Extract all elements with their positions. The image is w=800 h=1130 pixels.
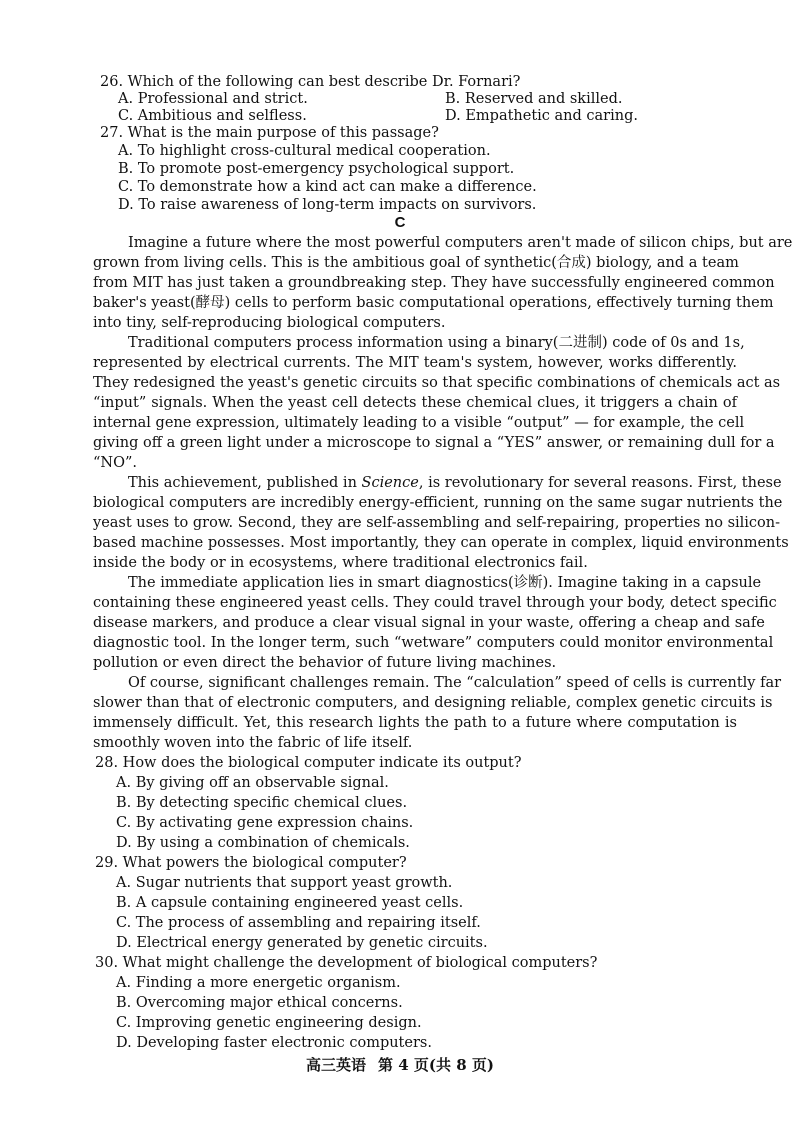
passage-line: from MIT has just taken a groundbreaking step. They have successfully engineered common — [93, 275, 775, 291]
passage-line: Of course, significant challenges remain. The “calculation” speed of cells is currently far — [128, 675, 782, 691]
passage-line: represented by electrical currents. The MIT team's system, however, works differently. — [93, 355, 737, 371]
passage-line: smoothly woven into the fabric of life itself. — [93, 735, 413, 751]
passage-line: baker's yeast(酵母) cells to perform basic computational operations, effectively turning them — [93, 295, 774, 311]
passage-line: based machine possesses. Most importantly, they can operate in complex, liquid environments — [93, 535, 789, 551]
question-28: 28. How does the biological computer indicate its output? — [95, 755, 522, 771]
q27-option-a: A. To highlight cross-cultural medical cooperation. — [118, 143, 491, 159]
q26-option-b: B. Reserved and skilled. — [445, 91, 623, 107]
q27-option-d: D. To raise awareness of long-term impacts on survivors. — [118, 197, 537, 213]
q27-option-c: C. To demonstrate how a kind act can make a difference. — [118, 179, 537, 195]
q29-option-d: D. Electrical energy generated by genetic circuits. — [116, 935, 488, 951]
q30-option-d: D. Developing faster electronic computers. — [116, 1035, 432, 1051]
passage-line: disease markers, and produce a clear visual signal in your waste, offering a cheap and safe — [93, 615, 765, 631]
passage-line: They redesigned the yeast's genetic circuits so that specific combinations of chemicals act as — [93, 375, 781, 391]
footer-subject: 高三英语 — [306, 1056, 367, 1074]
passage-line: Traditional computers process information using a binary(二进制) code of 0s and 1s, — [128, 335, 745, 351]
passage-line: slower than that of electronic computers, and designing reliable, complex genetic circuits is — [93, 695, 773, 711]
q30-option-b: B. Overcoming major ethical concerns. — [116, 995, 403, 1011]
passage-text: , is revolutionary for several reasons. First, these — [418, 475, 782, 491]
passage-line — [128, 473, 782, 493]
passage-text: This achievement, published in — [128, 475, 362, 491]
q26-option-a: A. Professional and strict. — [118, 91, 308, 107]
passage-line: biological computers are incredibly energy-efficient, running on the same sugar nutrients the — [93, 495, 783, 511]
q30-option-a: A. Finding a more energetic organism. — [116, 975, 401, 991]
passage-line: giving off a green light under a microscope to signal a “YES” answer, or remaining dull for a — [93, 435, 775, 451]
footer-page-number: 第 4 页(共 8 页) — [378, 1056, 494, 1074]
page-footer — [306, 1055, 494, 1075]
passage-line: yeast uses to grow. Second, they are self-assembling and self-repairing, properties no silicon- — [93, 515, 781, 531]
passage-line: “input” signals. When the yeast cell detects these chemical clues, it triggers a chain of — [93, 395, 737, 411]
section-heading: C — [394, 214, 406, 231]
passage-line: grown from living cells. This is the ambitious goal of synthetic(合成) biology, and a team — [93, 255, 739, 271]
passage-line: “NO”. — [93, 455, 138, 471]
passage-line: immensely difficult. Yet, this research lights the path to a future where computation is — [93, 715, 737, 731]
q29-option-b: B. A capsule containing engineered yeast cells. — [116, 895, 464, 911]
q26-option-d: D. Empathetic and caring. — [445, 108, 638, 124]
passage-line: pollution or even direct the behavior of future living machines. — [93, 655, 557, 671]
q29-option-c: C. The process of assembling and repairing itself. — [116, 915, 481, 931]
passage-line: Imagine a future where the most powerful computers aren't made of silicon chips, but are — [128, 235, 793, 251]
q28-option-d: D. By using a combination of chemicals. — [116, 835, 410, 851]
q29-option-a: A. Sugar nutrients that support yeast growth. — [116, 875, 453, 891]
question-26: 26. Which of the following can best describe Dr. Fornari? — [100, 74, 521, 90]
question-30: 30. What might challenge the development of biological computers? — [95, 955, 598, 971]
q27-option-b: B. To promote post-emergency psychological support. — [118, 161, 515, 177]
question-27: 27. What is the main purpose of this passage? — [100, 125, 439, 141]
passage-line: internal gene expression, ultimately leading to a visible “output” — for example, the cell — [93, 415, 745, 431]
question-29: 29. What powers the biological computer? — [95, 855, 407, 871]
q28-option-c: C. By activating gene expression chains. — [116, 815, 414, 831]
passage-line: inside the body or in ecosystems, where traditional electronics fail. — [93, 555, 588, 571]
q30-option-c: C. Improving genetic engineering design. — [116, 1015, 422, 1031]
passage-line: containing these engineered yeast cells. They could travel through your body, detect specific — [93, 595, 777, 611]
passage-line: The immediate application lies in smart diagnostics(诊断). Imagine taking in a capsule — [128, 575, 762, 591]
journal-name: Science — [361, 475, 419, 491]
q26-option-c: C. Ambitious and selfless. — [118, 108, 307, 124]
q28-option-b: B. By detecting specific chemical clues. — [116, 795, 408, 811]
passage-line: into tiny, self-reproducing biological computers. — [93, 315, 446, 331]
q28-option-a: A. By giving off an observable signal. — [116, 775, 389, 791]
passage-line: diagnostic tool. In the longer term, such “wetware” computers could monitor environmental — [93, 635, 774, 651]
